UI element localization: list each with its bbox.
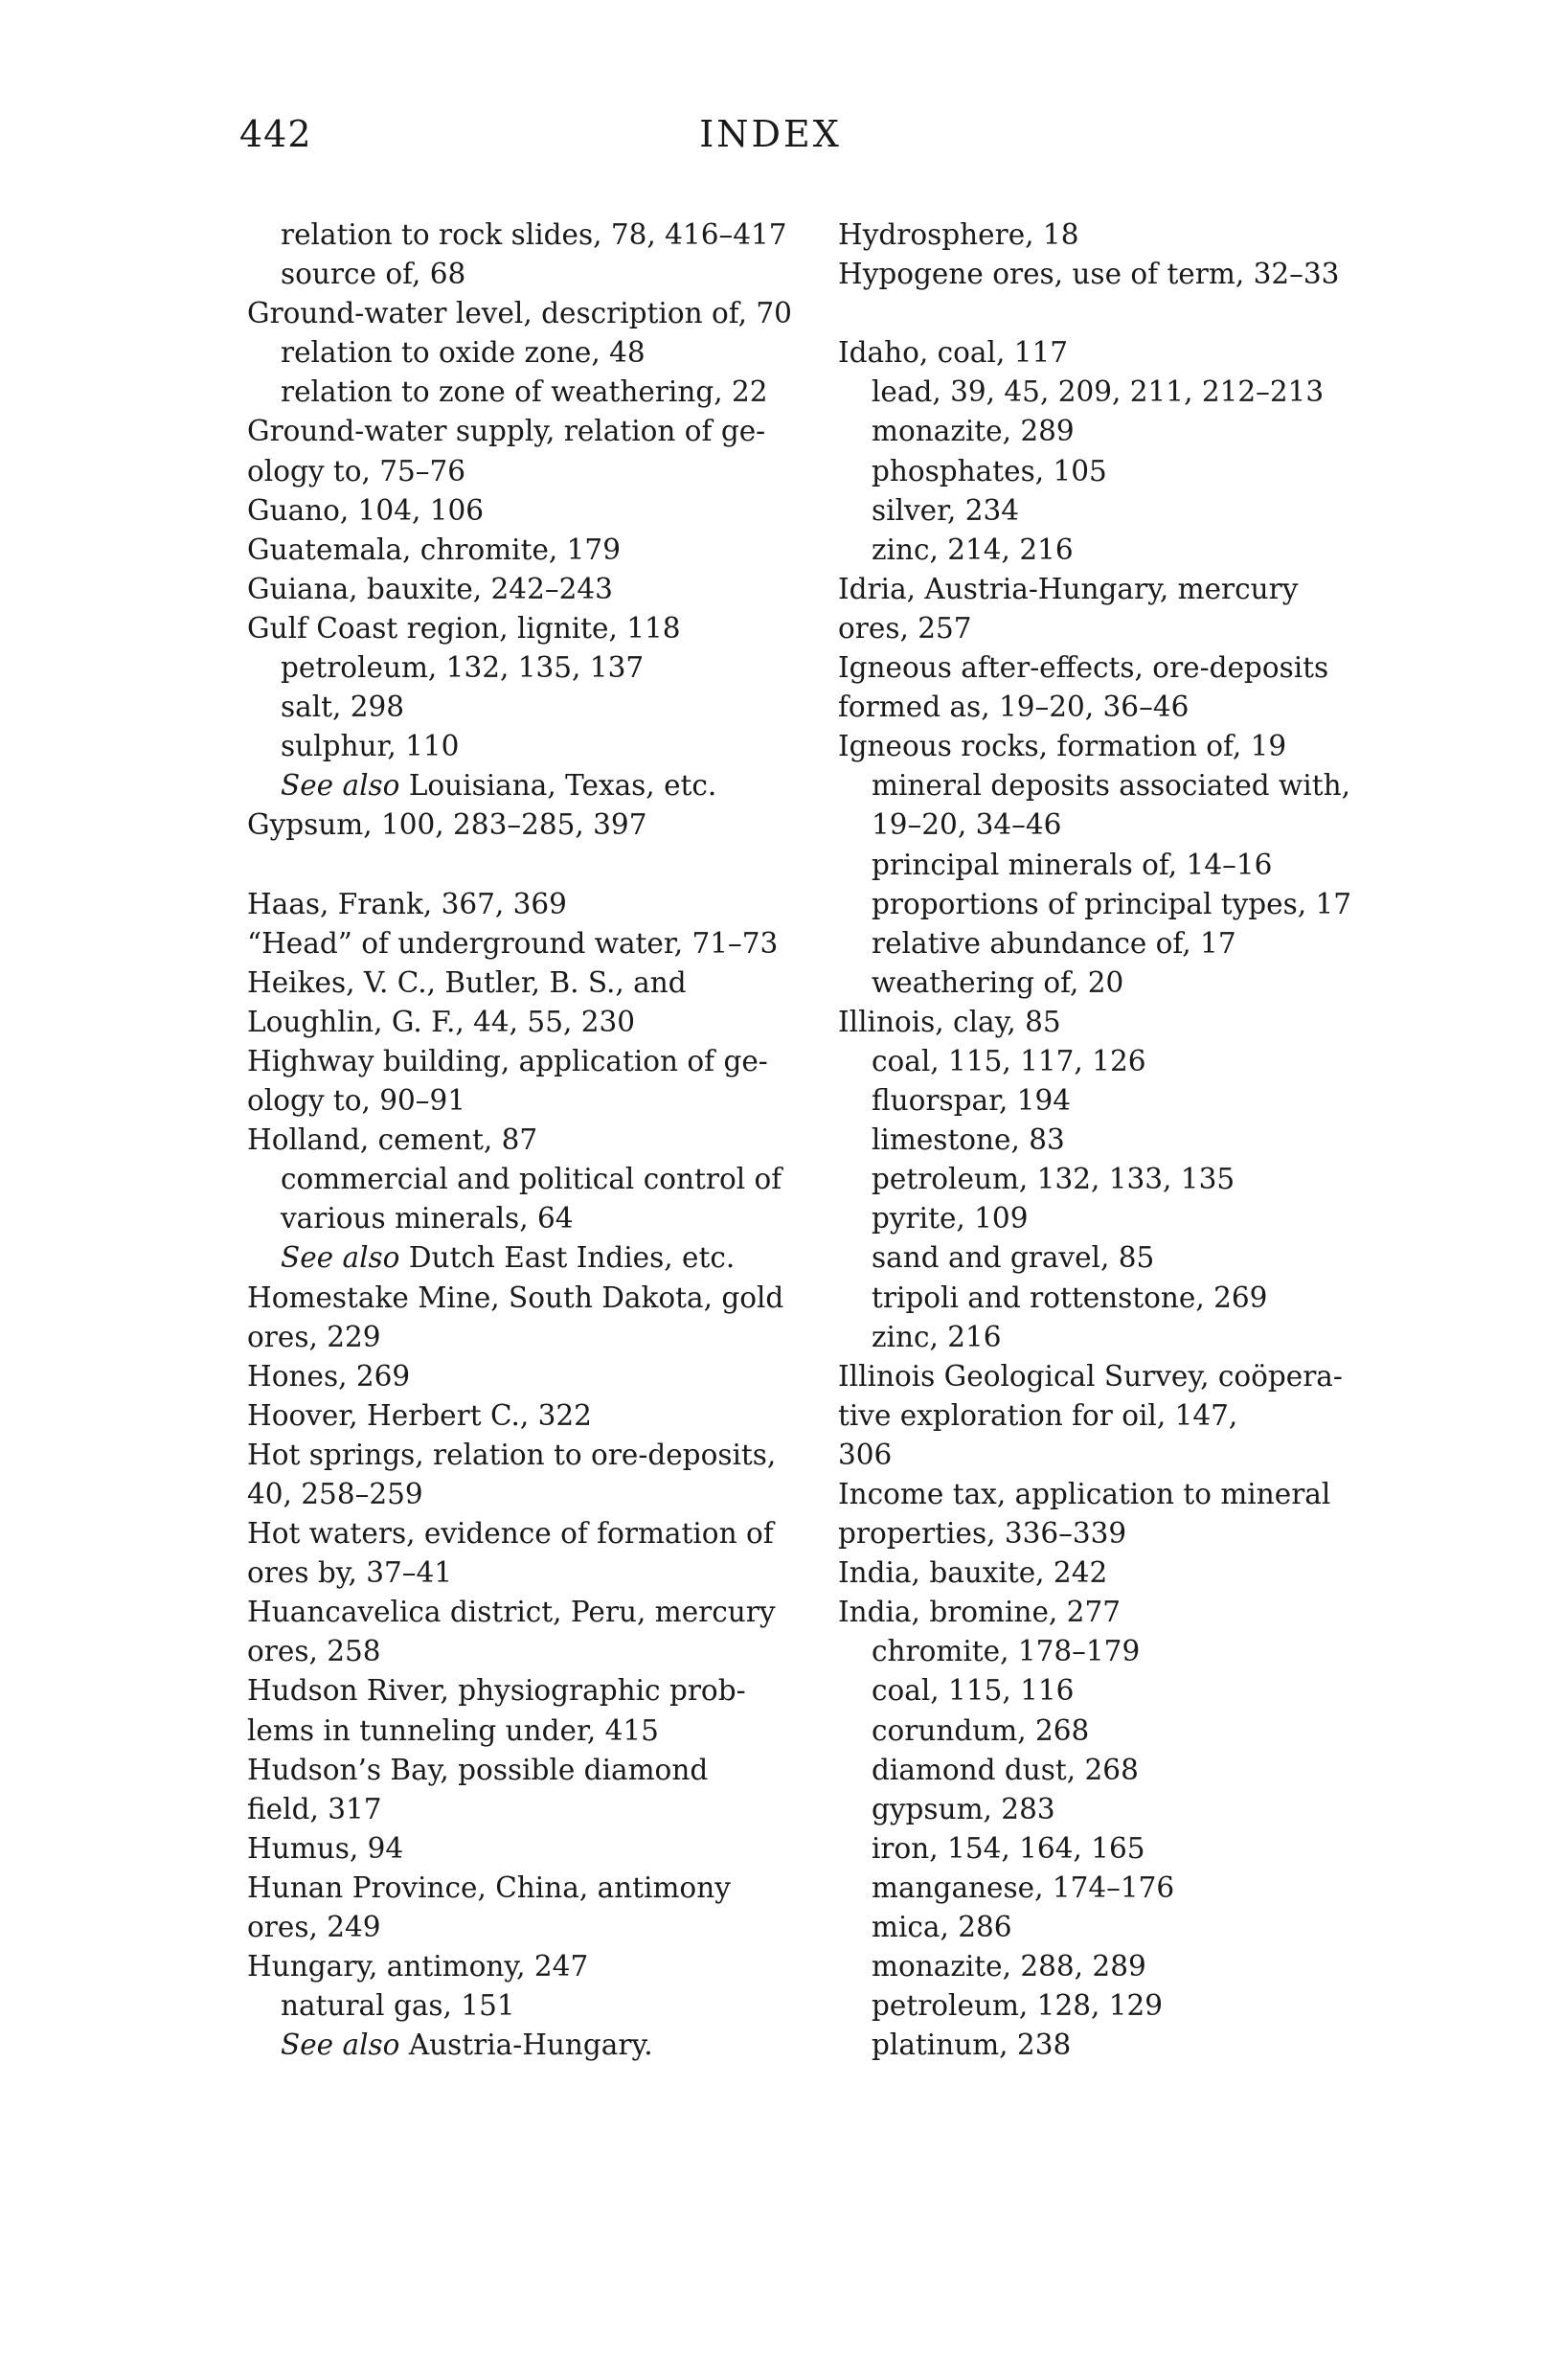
index-entry-line: principal minerals of, 14–16 (872, 848, 1273, 881)
running-head-title: INDEX (699, 113, 842, 155)
index-subentry (838, 1121, 1413, 1160)
index-entry-line: fluorspar, 194 (872, 1084, 1072, 1118)
index-entry-line: ores, 229 (247, 1320, 381, 1353)
index-entry (247, 963, 822, 1042)
index-entry (247, 1357, 822, 1396)
index-entry-line: weathering of, 20 (872, 965, 1124, 999)
index-entry (247, 885, 822, 924)
index-entry (838, 215, 1413, 255)
index-entry (247, 412, 822, 490)
index-entry (247, 570, 822, 609)
index-entry-line: lems in tunneling under, 415 (247, 1713, 659, 1747)
index-entry-line: natural gas, 151 (281, 1989, 515, 2023)
index-subentry (838, 373, 1413, 412)
index-entry-line: Homestake Mine, South Dakota, gold (247, 1281, 784, 1314)
index-subentry (838, 766, 1413, 845)
index-entry-line: 306 (838, 1438, 893, 1471)
index-subentry (838, 1869, 1413, 1908)
index-entry (838, 1593, 1413, 1632)
index-entry-line: mica, 286 (872, 1911, 1012, 1944)
index-entry-line: Igneous rocks, formation of, 19 (838, 730, 1287, 763)
index-entry-line: Illinois, clay, 85 (838, 1005, 1061, 1038)
index-entry-line: ores by, 37–41 (247, 1556, 453, 1590)
index-entry-line: relative abundance of, 17 (872, 926, 1236, 960)
index-entry-line: Gulf Coast region, lignite, 118 (247, 611, 681, 645)
index-column-left (247, 215, 822, 2065)
index-entry-line: Highway building, application of ge- (247, 1044, 768, 1077)
index-entry-line: Hot springs, relation to ore-deposits, (247, 1438, 777, 1471)
index-entry-line: lead, 39, 45, 209, 211, 212–213 (872, 375, 1325, 409)
index-subentry (838, 1081, 1413, 1121)
index-subentry (247, 766, 822, 805)
index-subentry (838, 846, 1413, 885)
index-entry-line: India, bromine, 277 (838, 1596, 1121, 1629)
index-entry-line: Illinois Geological Survey, coöpera- (838, 1359, 1343, 1393)
index-entry (247, 1436, 822, 1514)
index-entry (247, 1671, 822, 1750)
index-entry (247, 1829, 822, 1869)
index-entry (247, 1279, 822, 1357)
index-subentry (247, 648, 822, 688)
index-subentry (838, 963, 1413, 1003)
index-subentry (838, 885, 1413, 924)
index-entry-line: mineral deposits associated with, (872, 769, 1350, 803)
index-entry (247, 1947, 822, 1986)
index-entry-line: India, bauxite, 242 (838, 1556, 1108, 1590)
index-subentry (838, 1199, 1413, 1238)
index-column-right (838, 215, 1413, 2065)
index-entry-line: sand and gravel, 85 (872, 1241, 1155, 1275)
index-entry-line: monazite, 289 (872, 415, 1075, 448)
index-entry-line: sulphur, 110 (281, 730, 460, 763)
index-entry-line: petroleum, 132, 133, 135 (872, 1163, 1235, 1196)
index-entry (838, 1553, 1413, 1593)
index-entry-line: pyrite, 109 (872, 1202, 1029, 1235)
index-entry (247, 1042, 822, 1121)
index-entry-line: 40, 258–259 (247, 1478, 423, 1510)
index-entry (838, 570, 1413, 648)
index-subentry (838, 1790, 1413, 1829)
index-entry-line: manganese, 174–176 (872, 1870, 1175, 1904)
index-entry-line: Haas, Frank, 367, 369 (247, 887, 567, 920)
see-also-label: See also (281, 1241, 400, 1275)
index-entry-line: chromite, 178–179 (872, 1635, 1141, 1668)
index-subentry (838, 1986, 1413, 2026)
index-entry (247, 531, 822, 570)
index-entry-line: Income tax, application to mineral (838, 1478, 1331, 1510)
index-entry-line: Humus, 94 (247, 1831, 404, 1865)
letter-group-gap (247, 846, 822, 885)
index-entry-line: ology to, 90–91 (247, 1084, 466, 1118)
index-entry (838, 1357, 1413, 1475)
index-entry-line: ology to, 75–76 (247, 454, 466, 487)
index-entry-line: proportions of principal types, 17 (872, 887, 1352, 920)
index-entry-line: Idaho, coal, 117 (838, 336, 1069, 370)
index-entry-line: corundum, 268 (872, 1713, 1090, 1747)
index-entry-line: iron, 154, 164, 165 (872, 1831, 1145, 1865)
index-subentry (838, 1711, 1413, 1751)
index-entry (247, 805, 822, 845)
index-entry-line: Guiana, bauxite, 242–243 (247, 572, 613, 605)
index-entry-line: source of, 68 (281, 258, 466, 291)
see-also-label: See also (281, 769, 400, 803)
index-subentry (838, 924, 1413, 963)
index-entry-line: Hot waters, evidence of formation of (247, 1517, 774, 1551)
index-entry-line: salt, 298 (281, 691, 405, 724)
index-entry (838, 1475, 1413, 1553)
index-entry (838, 255, 1413, 294)
index-entry-line: coal, 115, 117, 126 (872, 1044, 1146, 1077)
index-entry-line: Hoover, Herbert C., 322 (247, 1398, 592, 1432)
index-subentry (838, 1671, 1413, 1711)
index-entry-line: See also Louisiana, Texas, etc. (281, 769, 717, 803)
index-entry-line: properties, 336–339 (838, 1517, 1127, 1551)
index-entry (247, 924, 822, 963)
index-subentry (838, 1279, 1413, 1318)
index-subentry (838, 531, 1413, 570)
index-entry-line: formed as, 19–20, 36–46 (838, 691, 1190, 724)
index-entry-line: zinc, 216 (872, 1320, 1002, 1353)
index-entry (838, 648, 1413, 727)
index-entry-line: relation to oxide zone, 48 (281, 336, 646, 370)
index-entry-line: Idria, Austria-Hungary, mercury (838, 572, 1299, 605)
index-subentry (247, 1160, 822, 1238)
index-entry (838, 333, 1413, 373)
index-subentry (838, 1829, 1413, 1869)
index-entry-line: platinum, 238 (872, 2029, 1072, 2062)
index-entry-line: Huancavelica district, Peru, mercury (247, 1596, 776, 1629)
index-entry-line: Hydrosphere, 18 (838, 218, 1079, 251)
index-entry-line: Heikes, V. C., Butler, B. S., and (247, 965, 687, 999)
index-entry-line: petroleum, 132, 135, 137 (281, 651, 645, 685)
index-entry (838, 1003, 1413, 1042)
index-entry-line: various minerals, 64 (281, 1202, 574, 1235)
index-entry (247, 491, 822, 531)
index-entry-line: Ground-water level, description of, 70 (247, 297, 792, 330)
index-entry (247, 609, 822, 648)
index-entry-line: ores, 249 (247, 1911, 381, 1944)
index-entry-line: commercial and political control of (281, 1163, 782, 1196)
index-subentry (838, 1751, 1413, 1790)
index-entry-line: Hones, 269 (247, 1359, 411, 1393)
index-entry-line: limestone, 83 (872, 1123, 1065, 1157)
index-entry-line: Hunan Province, China, antimony (247, 1870, 731, 1904)
index-subentry (247, 215, 822, 255)
index-entry-line: zinc, 214, 216 (872, 533, 1074, 566)
index-entry-line: “Head” of underground water, 71–73 (247, 926, 779, 960)
index-entry (247, 1121, 822, 1160)
index-subentry (838, 1238, 1413, 1278)
index-entry-line: tive exploration for oil, 147, (838, 1398, 1238, 1432)
index-subentry (838, 452, 1413, 491)
see-also-label: See also (281, 2029, 400, 2062)
index-entry-line: Guano, 104, 106 (247, 493, 485, 527)
index-subentry (838, 1318, 1413, 1357)
index-entry-line: 19–20, 34–46 (872, 808, 1062, 842)
index-entry (838, 727, 1413, 766)
index-entry (247, 294, 822, 333)
index-subentry (247, 1986, 822, 2026)
index-subentry (247, 255, 822, 294)
index-entry (247, 1751, 822, 1829)
index-entry-line: Gypsum, 100, 283–285, 397 (247, 808, 647, 842)
index-entry-line: Holland, cement, 87 (247, 1123, 538, 1157)
letter-group-gap (838, 294, 1413, 333)
index-entry-line: See also Austria-Hungary. (281, 2029, 653, 2062)
index-entry-line: Hungary, antimony, 247 (247, 1950, 589, 1983)
index-entry-line: ores, 258 (247, 1635, 381, 1668)
index-entry-line: gypsum, 283 (872, 1792, 1055, 1825)
index-entry-line: silver, 234 (872, 493, 1020, 527)
index-entry (247, 1396, 822, 1436)
index-entry-line: Ground-water supply, relation of ge- (247, 415, 766, 448)
index-entry-line: phosphates, 105 (872, 454, 1107, 487)
index-entry (247, 1514, 822, 1593)
index-entry-line: relation to zone of weathering, 22 (281, 375, 768, 409)
index-entry-line: See also Dutch East Indies, etc. (281, 1241, 736, 1275)
index-subentry (838, 412, 1413, 451)
index-subentry (838, 1947, 1413, 1986)
page-number: 442 (239, 113, 312, 155)
index-entry-line: relation to rock slides, 78, 416–417 (281, 218, 787, 251)
index-entry-line: Hypogene ores, use of term, 32–33 (838, 258, 1340, 291)
index-entry-line: petroleum, 128, 129 (872, 1989, 1164, 2023)
index-entry-line: Hudson River, physiographic prob- (247, 1674, 746, 1708)
index-entry-line: diamond dust, 268 (872, 1753, 1139, 1786)
index-entry-line: coal, 115, 116 (872, 1674, 1075, 1708)
index-subentry (838, 491, 1413, 531)
index-subentry (247, 688, 822, 727)
index-subentry (838, 1042, 1413, 1081)
index-entry-line: ores, 257 (838, 611, 972, 645)
index-subentry (247, 727, 822, 766)
index-entry (247, 1869, 822, 1947)
index-entry-line: Loughlin, G. F., 44, 55, 230 (247, 1005, 636, 1038)
index-entry-line: tripoli and rottenstone, 269 (872, 1281, 1268, 1314)
index-subentry (838, 2026, 1413, 2065)
index-entry (247, 1593, 822, 1671)
index-entry-line: monazite, 288, 289 (872, 1950, 1146, 1983)
index-subentry (838, 1160, 1413, 1199)
index-entry-line: Hudson’s Bay, possible diamond (247, 1753, 709, 1786)
index-subentry (247, 333, 822, 373)
index-subentry (838, 1908, 1413, 1947)
index-entry-line: Guatemala, chromite, 179 (247, 533, 621, 566)
index-subentry (247, 1238, 822, 1278)
index-entry-line: Igneous after-effects, ore-deposits (838, 651, 1329, 685)
index-entry-line: field, 317 (247, 1792, 382, 1825)
index-subentry (838, 1632, 1413, 1671)
index-subentry (247, 2026, 822, 2065)
index-subentry (247, 373, 822, 412)
